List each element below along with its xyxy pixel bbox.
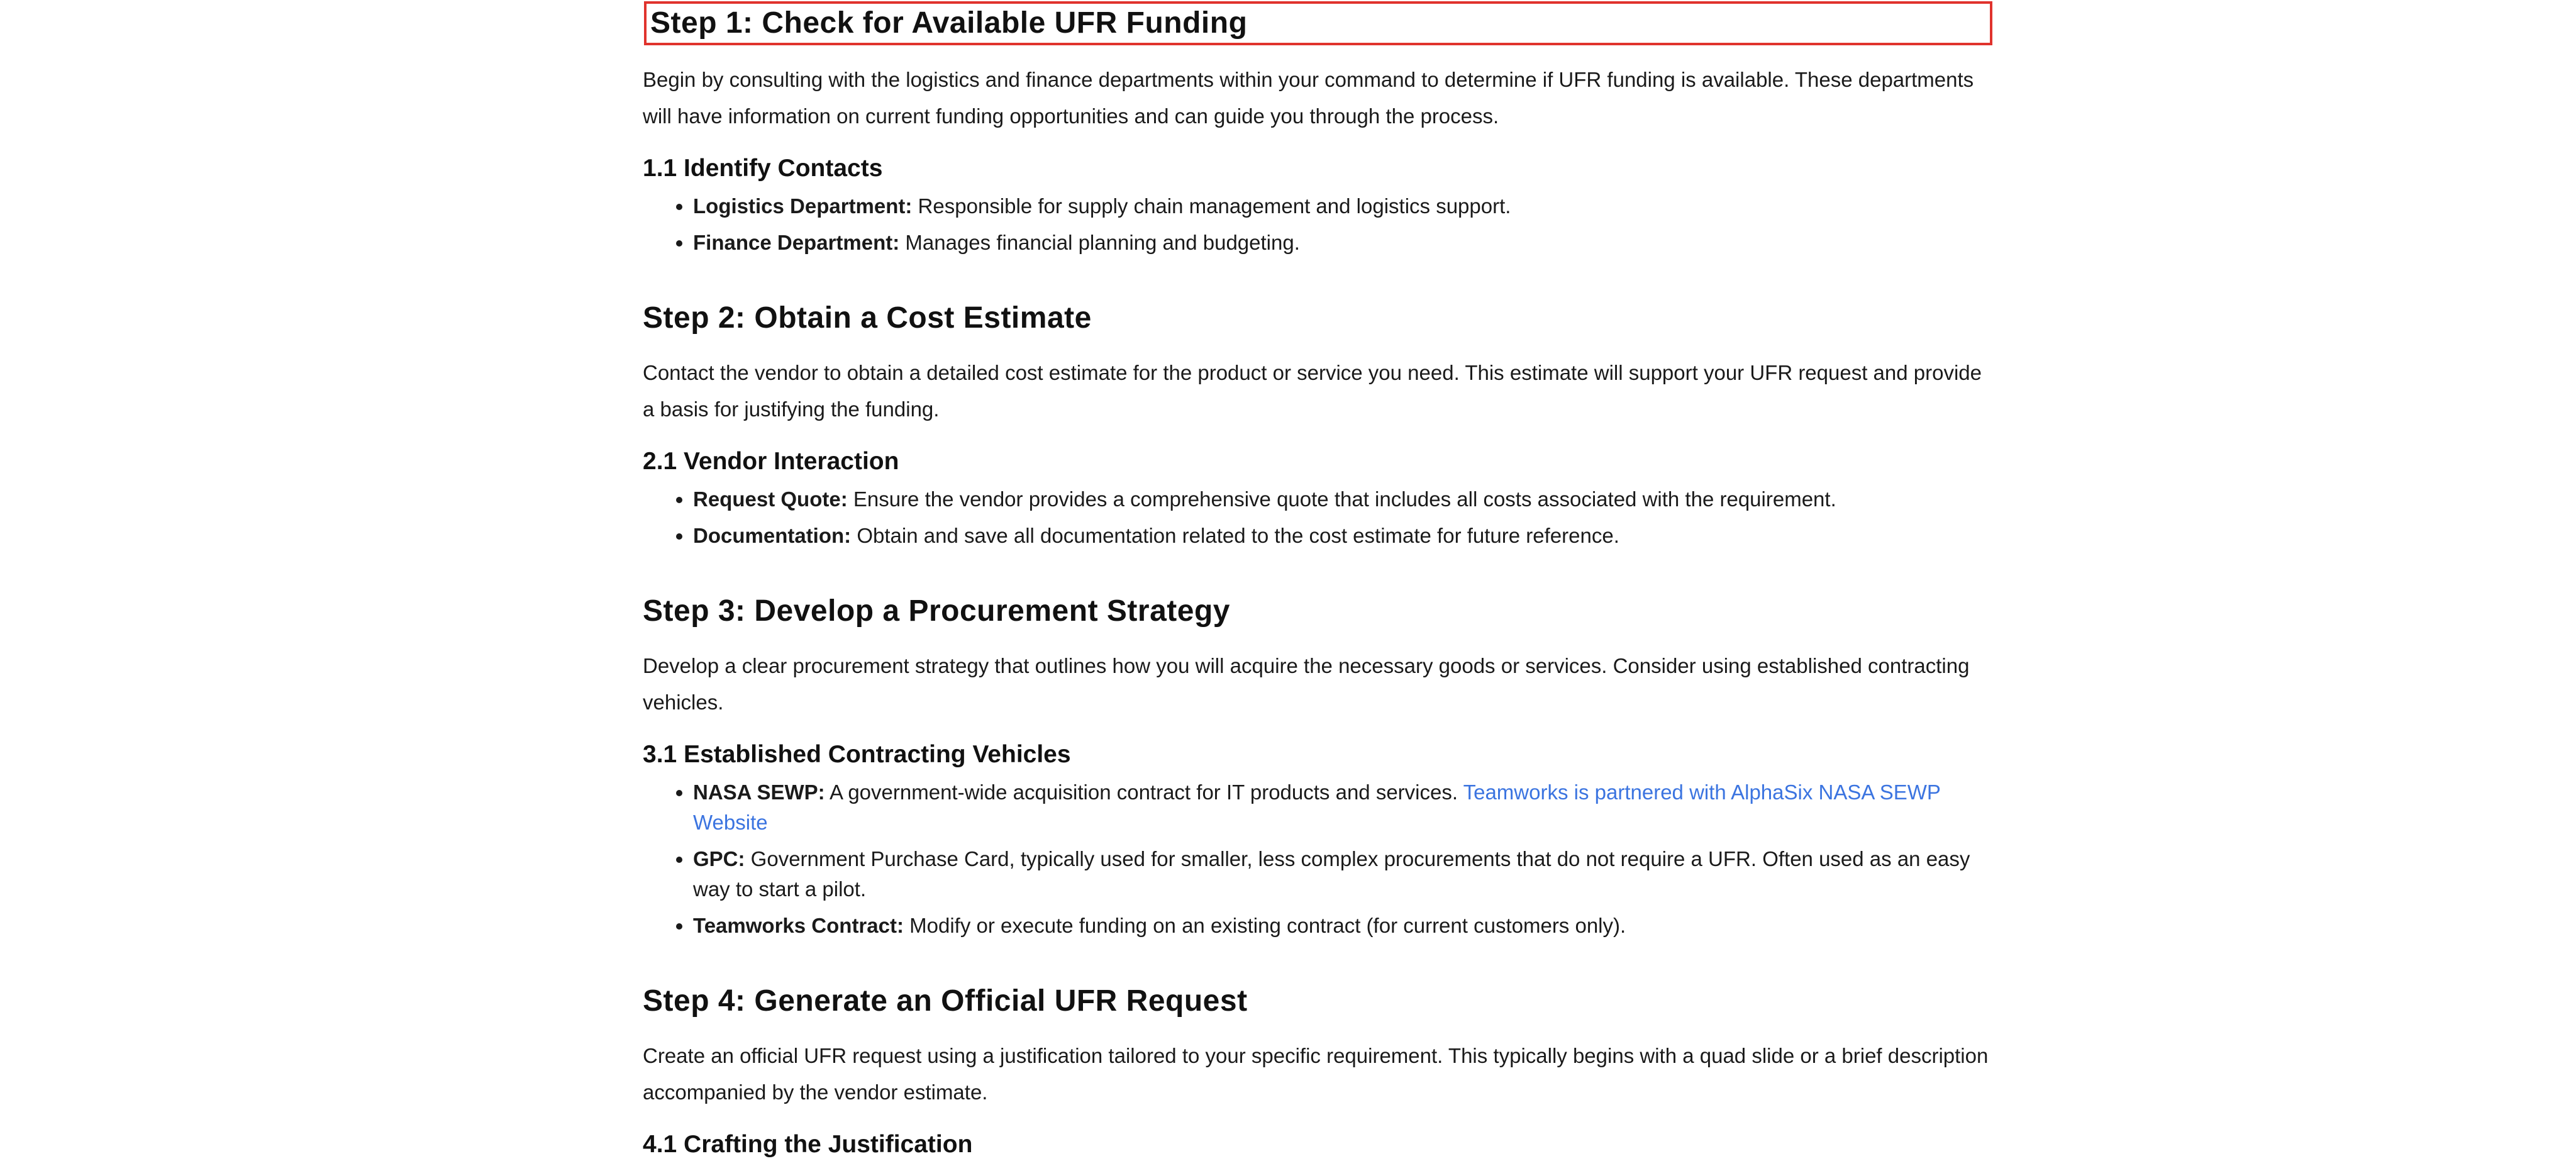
list-item [693,228,1995,258]
list-item [693,191,1995,221]
list-item-label: Logistics Department: [693,194,913,218]
list-item [693,844,1995,904]
list-item-label: Documentation: [693,524,852,547]
list-item [693,911,1995,941]
step-1-heading: Step 1: Check for Available UFR Funding [644,1,1992,45]
step-2-heading: Step 2: Obtain a Cost Estimate [643,301,1092,335]
list-item [693,777,1995,838]
step-3-paragraph: Develop a clear procurement strategy that outlines how you will acquire the necessary goods or services. Consider using established contracting vehicles. [643,654,1970,714]
list-item-text: Ensure the vendor provides a comprehensive quote that includes all costs associated with the requirement. [847,487,1836,511]
step-2-list [643,484,1995,551]
step-1-paragraph: Begin by consulting with the logistics and finance departments within your command to determine if UFR funding is available. These departments will have information on current funding opportunities and can guide you through the process. [643,68,1974,128]
step-3-subheading: 3.1 Established Contracting Vehicles [643,741,1071,768]
list-item-label: Finance Department: [693,231,900,254]
list-item [693,521,1995,551]
nasa-sewp-link[interactable]: Teamworks is partnered with AlphaSix NASA SEWP Website [693,780,1941,834]
list-item-text: Manages financial planning and budgeting. [899,231,1300,254]
list-item-label: GPC: [693,847,745,870]
list-item-text: Modify or execute funding on an existing contract (for current customers only). [903,914,1626,937]
list-item-text: Responsible for supply chain management and logistics support. [912,194,1511,218]
list-item [693,484,1995,514]
step-1-list [643,191,1995,258]
list-item-label: Request Quote: [693,487,848,511]
document-content [643,0,1995,1161]
step-4-paragraph: Create an official UFR request using a justification tailored to your specific requirement. This typically begins with a quad slide or a brief description accompanied by the vendor estimate. [643,1044,1989,1104]
list-item-label: NASA SEWP: [693,780,825,804]
step-4-heading: Step 4: Generate an Official UFR Request [643,984,1248,1018]
list-item-text: Obtain and save all documentation related to the cost estimate for future reference. [851,524,1619,547]
step-4-subheading: 4.1 Crafting the Justification [643,1131,973,1158]
step-3-list [643,777,1995,941]
step-1-subheading: 1.1 Identify Contacts [643,155,883,182]
step-3-heading: Step 3: Develop a Procurement Strategy [643,594,1230,628]
step-2-subheading: 2.1 Vendor Interaction [643,448,899,475]
list-item-text: A government-wide acquisition contract for IT products and services. [824,780,1463,804]
step-2-paragraph: Contact the vendor to obtain a detailed cost estimate for the product or service you need. This estimate will support your UFR request and provide a basis for justifying the funding. [643,361,1982,421]
list-item-label: Teamworks Contract: [693,914,904,937]
list-item-text: Government Purchase Card, typically used for smaller, less complex procurements that do not require a UFR. Often used as an easy way to start a pilot. [693,847,1970,901]
